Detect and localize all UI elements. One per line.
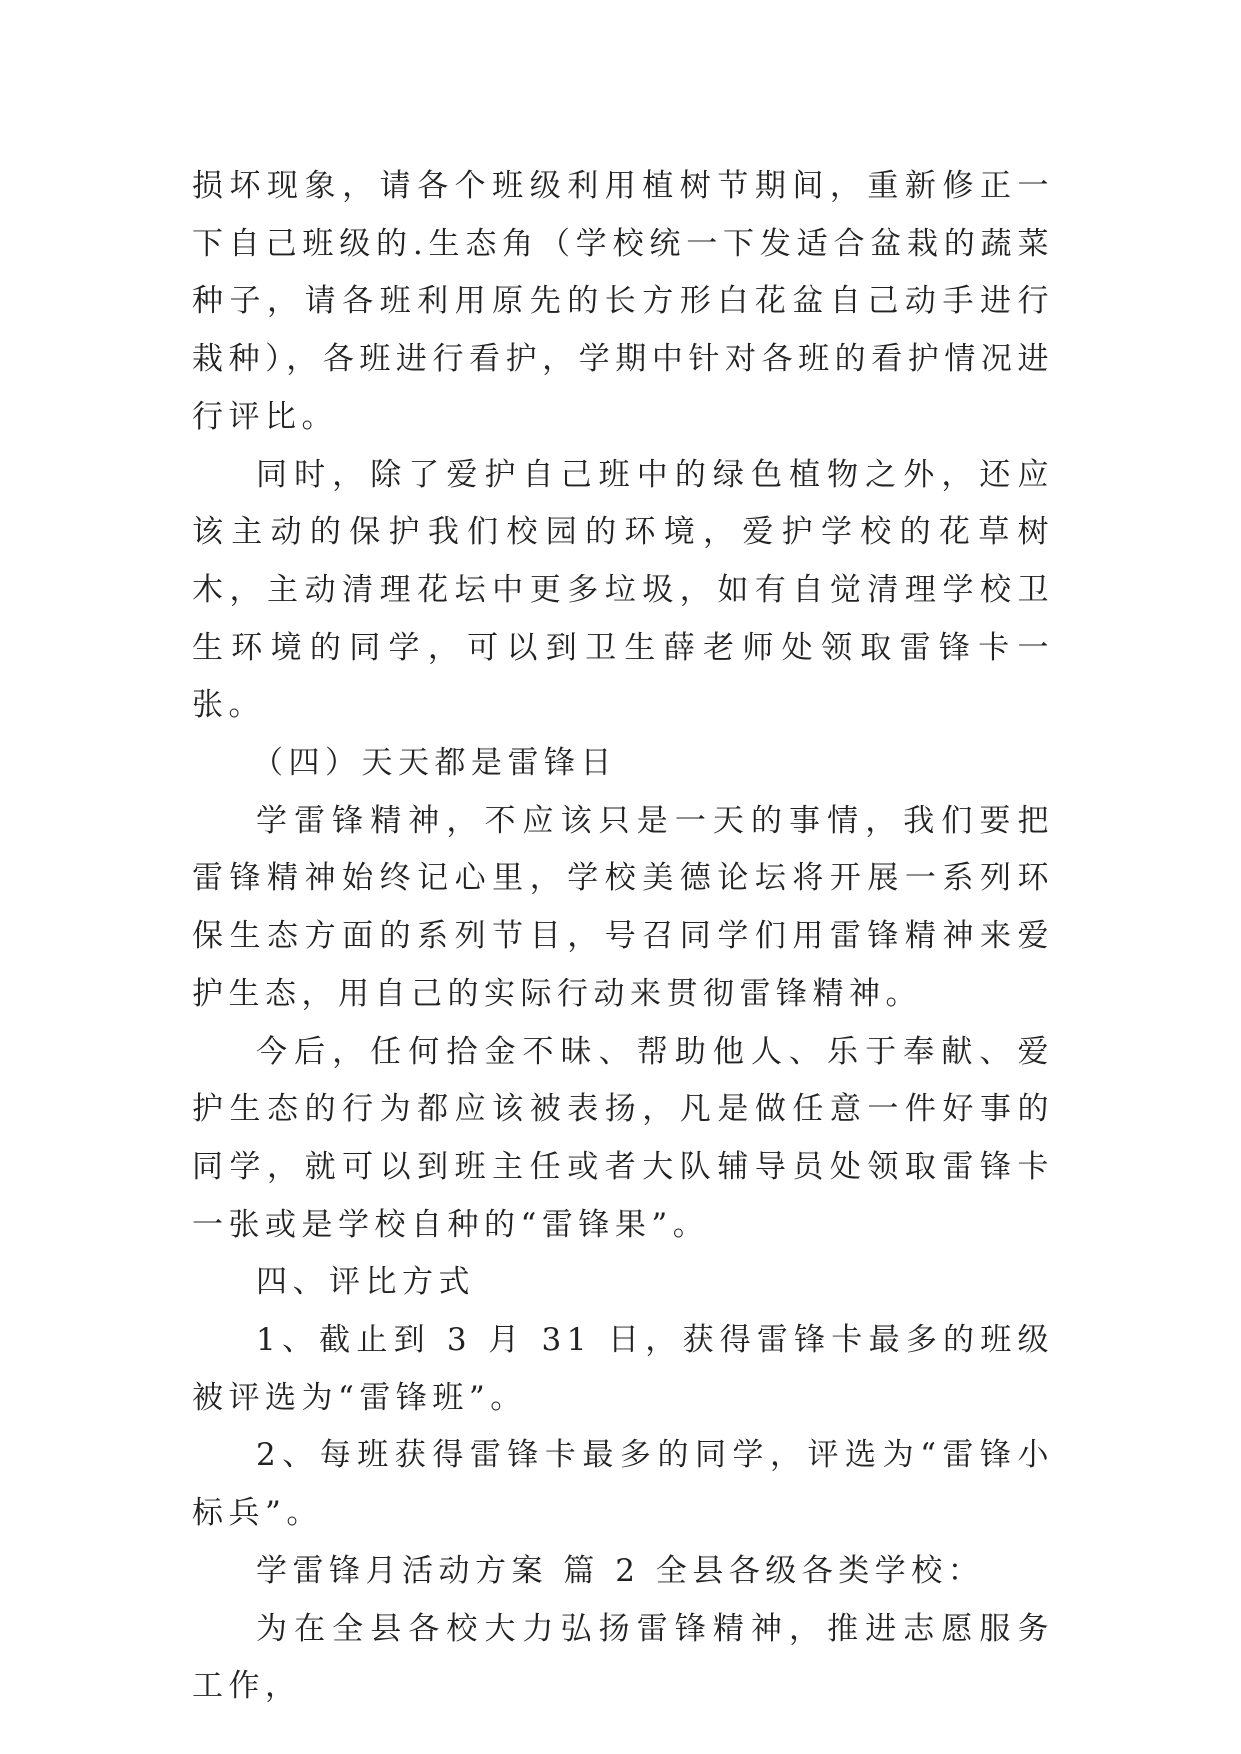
section-heading-everyday-leifeng: （四）天天都是雷锋日 (252, 745, 617, 782)
paragraph-campus-environment: 同时，除了爱护自己班中的绿色植物之外，还应该主动的保护我们校园的环境，爱护学校的花草树木，主动清理花坛中更多垃圾，如有自觉清理学校卫生环境的同学，可以到卫生薛老师处领取雷锋卡一张。 (192, 456, 1054, 724)
section-heading-evaluation: 四、评比方式 (256, 1264, 475, 1301)
plan-2-heading: 学雷锋月活动方案 篇 2 全县各级各类学校： (256, 1552, 985, 1589)
document-body (192, 158, 1054, 1716)
evaluation-item-class: 1、截止到 3 月 31 日，获得雷锋卡最多的班级被评选为“雷锋班”。 (192, 1322, 1054, 1416)
evaluation-item-student: 2、每班获得雷锋卡最多的同学，评选为“雷锋小标兵”。 (192, 1437, 1054, 1532)
plan-2-intro: 为在全县各校大力弘扬雷锋精神，推进志愿服务工作， (192, 1610, 1054, 1705)
paragraph-praise-good-deeds: 今后，任何拾金不昧、帮助他人、乐于奉献、爱护生态的行为都应该被表扬，凡是做任意一件好事的同学，就可以到班主任或者大队辅导员处领取雷锋卡一张或是学校自种的“雷锋果”。 (192, 1033, 1054, 1243)
paragraph-leifeng-spirit: 学雷锋精神，不应该只是一天的事情，我们要把雷锋精神始终记心里，学校美德论坛将开展一系列环保生态方面的系列节目，号召同学们用雷锋精神来爱护生态，用自己的实际行动来贯彻雷锋精神。 (192, 802, 1054, 1012)
paragraph-planting: 损坏现象，请各个班级利用植树节期间，重新修正一下自己班级的.生态角（学校统一下发适合盆栽的蔬菜种子，请各班利用原先的长方形白花盆自己动手进行栽种），各班进行看护，学期中针对各班的看护情况进行评比。 (192, 168, 1054, 435)
